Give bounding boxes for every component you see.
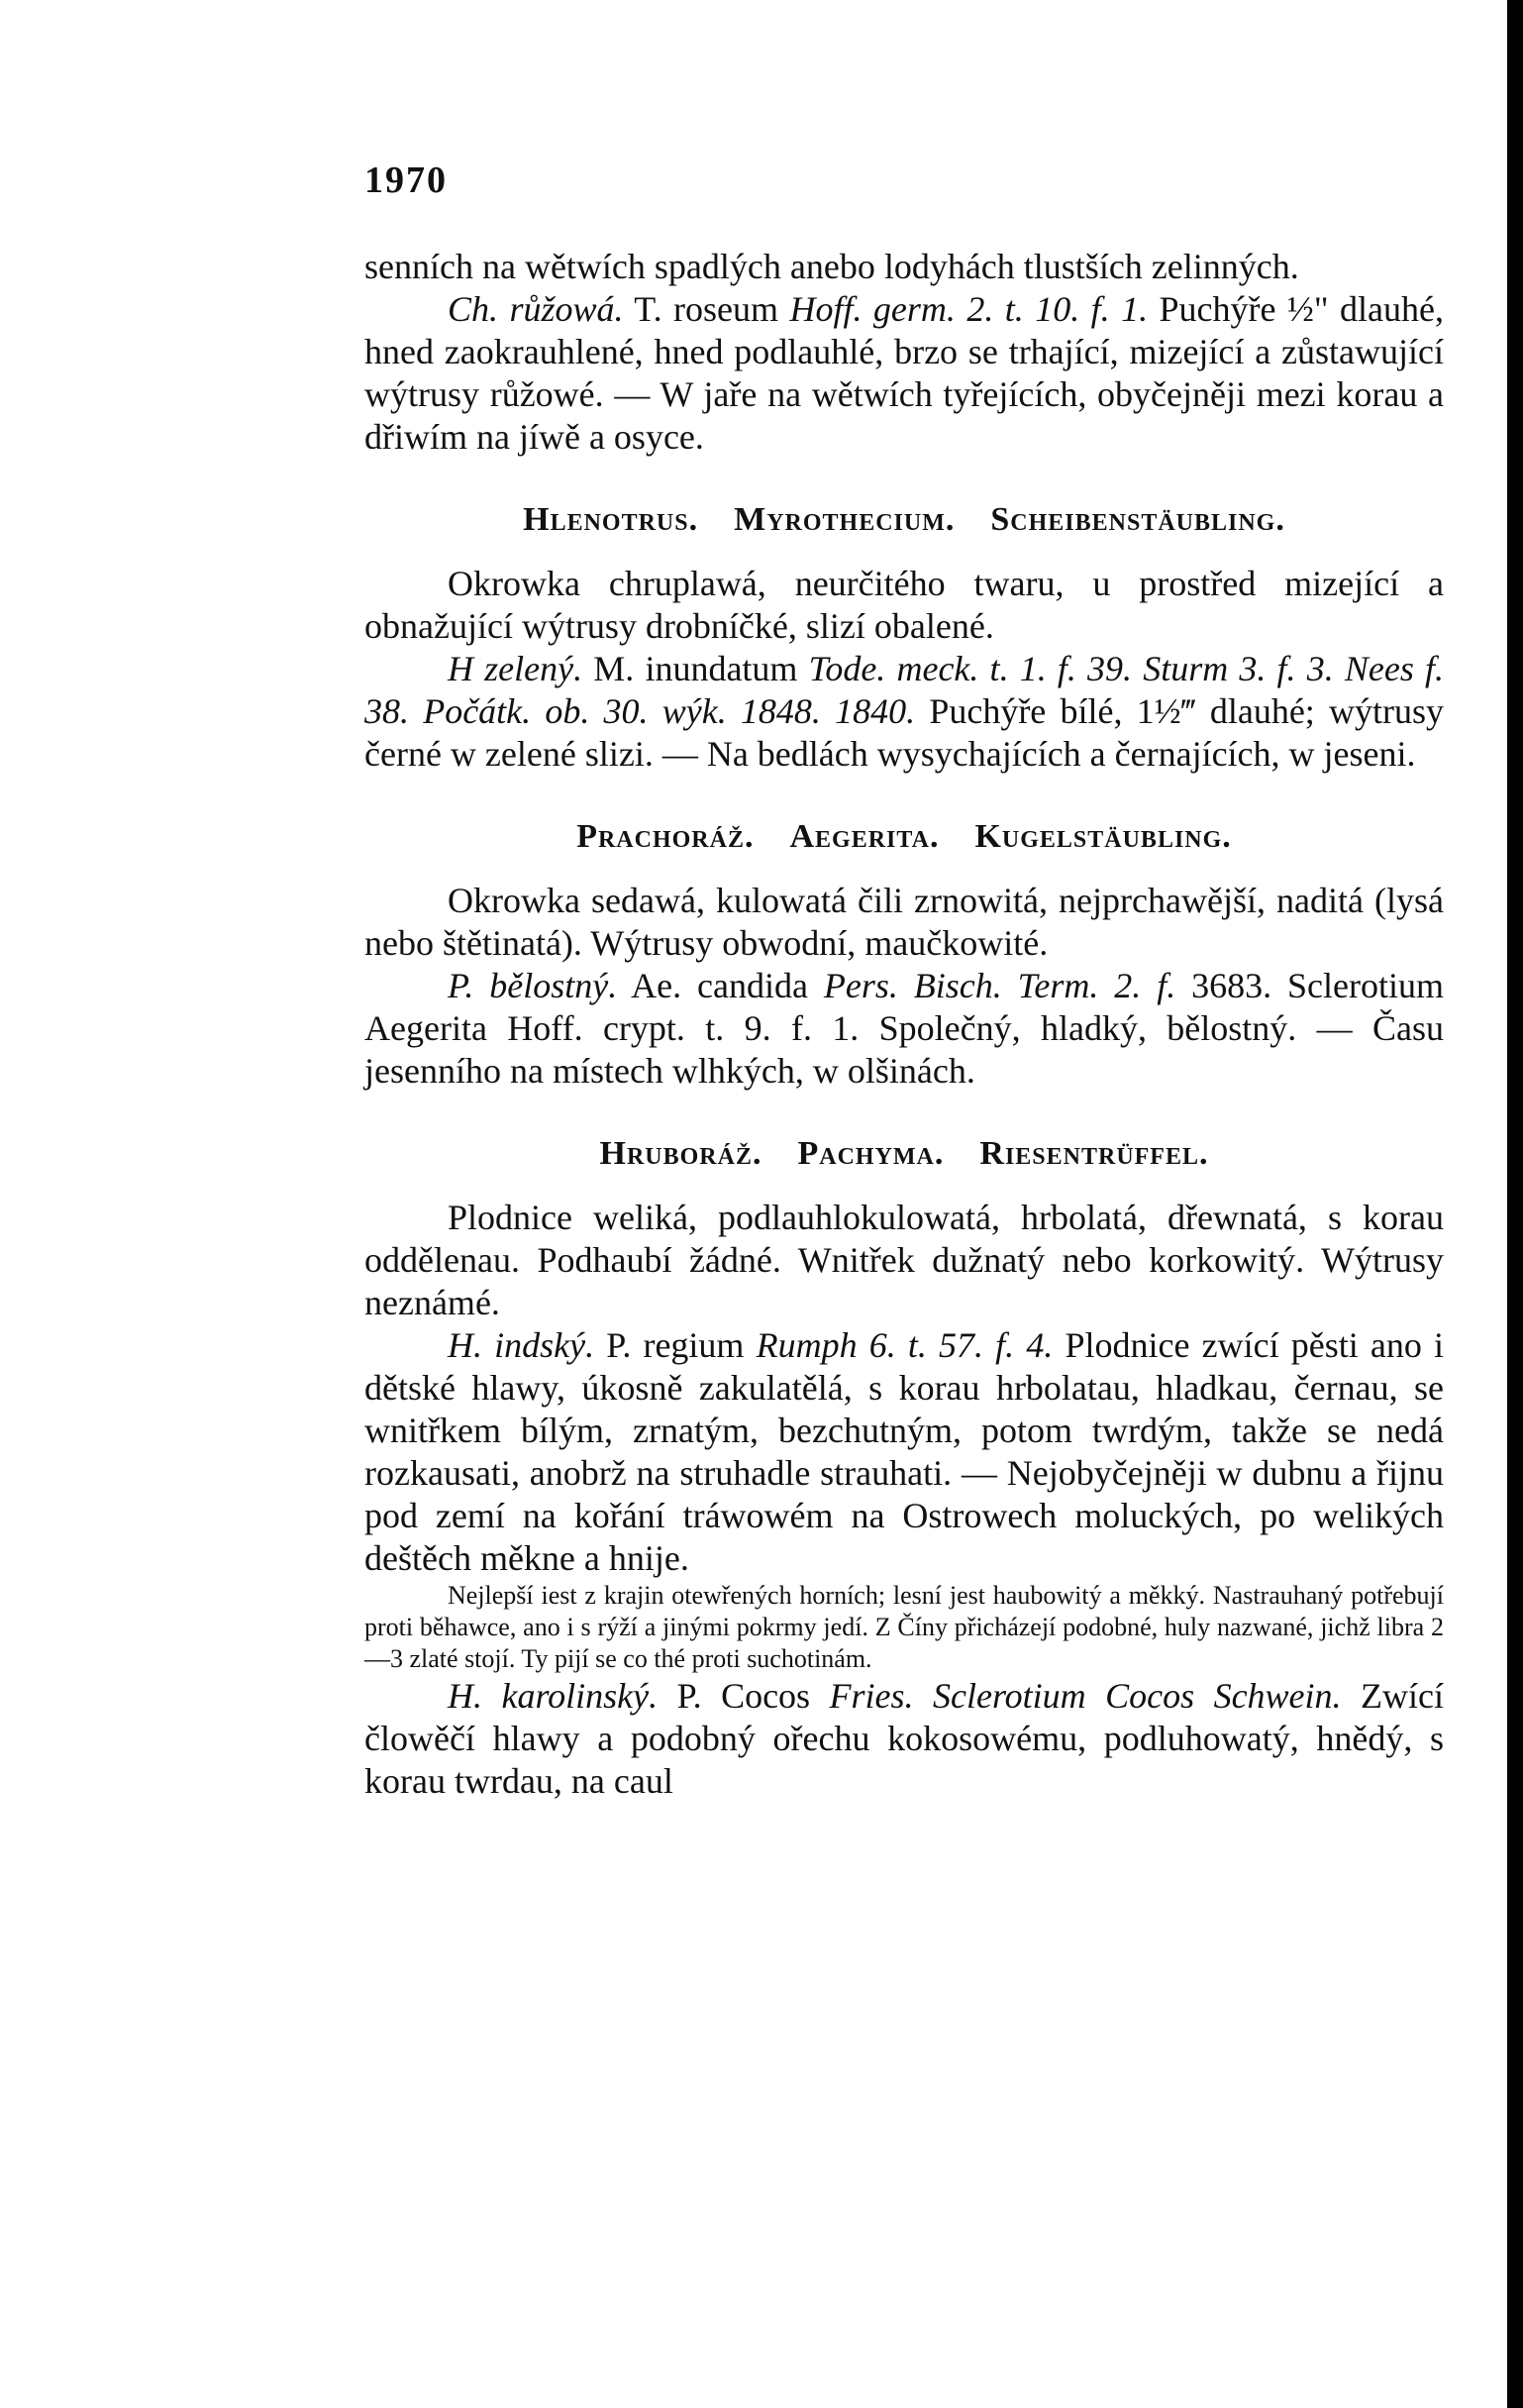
species-text: 3683. Sclerotium Aegerita Hoff. crypt. t. 9. f. 1. Společný, hladký, bělostný. — Času jesenního na místech wlhkých, w olšinách. bbox=[364, 966, 1444, 1091]
genus-heading-hruboraz bbox=[364, 1132, 1444, 1175]
entry-h-zeleny bbox=[364, 648, 1444, 776]
species-text: Zwící člowěčí hlawy a podobný ořechu kokosowému, podluhowatý, hnědý, s korau twrdau, na caul bbox=[364, 1676, 1444, 1801]
entry-ch-rozowa bbox=[364, 288, 1444, 459]
intro-text: senních na wětwích spadlých anebo lodyhách tlustších zelinných. bbox=[364, 247, 1299, 286]
heading-latin: Aegerita. bbox=[789, 818, 940, 855]
heading-czech: Hruboráž. bbox=[599, 1135, 762, 1172]
species-ref: Pers. Bisch. Term. 2. f. bbox=[823, 966, 1176, 1005]
heading-latin: Myrothecium. bbox=[734, 501, 956, 538]
page-body bbox=[364, 246, 1444, 1803]
entry-h-karolinsky bbox=[364, 1675, 1444, 1803]
species-text: Plodnice zwící pěsti ano i dětské hlawy, úkosně zakulatělá, s korau hrbolatau, hladkau, černau, se wnitřkem bílým, zrnatým, bezchutným, potom twrdým, takže se nedá rozkausati, anobrž na struhadle strauhati. — Nejobyčejněji w dubnu a řijnu pod zemí na kořání tráwowém na Ostrowech moluckých, po welikých deštěch měkne a hnije. bbox=[364, 1325, 1445, 1578]
species-latin: P. regium bbox=[606, 1325, 745, 1365]
heading-czech: Hlenotrus. bbox=[523, 501, 699, 538]
species-name: H zelený. bbox=[448, 649, 583, 688]
species-name: H. indský. bbox=[448, 1325, 595, 1365]
species-latin: P. Cocos bbox=[676, 1676, 811, 1716]
genus-heading-hlenotrus bbox=[364, 498, 1444, 541]
heading-german: Riesentrüffel. bbox=[979, 1135, 1209, 1172]
entry-h-indsky bbox=[364, 1324, 1444, 1580]
species-ref: Tode. meck. t. 1. f. 39. Sturm 3. f. 3. Nees f. 38. Počátk. ob. 30. wýk. 1848. 1840. bbox=[364, 649, 1445, 731]
genus-description: Okrowka chruplawá, neurčitého twaru, u prostřed mizející a obnažující wýtrusy drobníčké, slizí obalené. bbox=[364, 564, 1444, 646]
species-ref: Hoff. germ. 2. t. 10. f. 1. bbox=[789, 289, 1149, 329]
species-name: Ch. růžowá. bbox=[448, 289, 624, 329]
genus-description: Okrowka sedawá, kulowatá čili zrnowitá, nejprchawější, naditá (lysá nebo štětinatá). Wýtrusy obwodní, maučkowité. bbox=[364, 881, 1444, 963]
genus-description: Plodnice weliká, podlauhlokulowatá, hrbolatá, dřewnatá, s korau oddělenau. Podhaubí žádné. Wnitřek dužnatý nebo korkowitý. Wýtrusy neznámé. bbox=[364, 1198, 1444, 1322]
heading-latin: Pachyma. bbox=[797, 1135, 945, 1172]
small-note: Nejlepší iest z krajin otewřených horních; lesní jest haubowitý a měkký. Nastrauhaný potřebují proti běhawce, ano i s rýží a jinými pokrmy jedí. Z Číny přicházejí podobné, huly nazwané, jichž libra 2—3 zlaté stojí. Ty pijí se co thé proti suchotinám. bbox=[364, 1581, 1444, 1673]
species-name: P. bělostný. bbox=[448, 966, 618, 1005]
species-text: Puchýře bílé, 1½‴ dlauhé; wýtrusy černé w zelené slizi. — Na bedlách wysychajících a černajících, w jeseni. bbox=[364, 691, 1445, 774]
page-edge-shadow bbox=[1507, 0, 1523, 2408]
heading-german: Kugelstäubling. bbox=[974, 818, 1232, 855]
heading-czech: Prachoráž. bbox=[576, 818, 755, 855]
species-latin: M. inundatum bbox=[593, 649, 798, 688]
heading-german: Scheibenstäubling. bbox=[990, 501, 1285, 538]
page-number: 1970 bbox=[364, 159, 448, 201]
species-ref: Rumph 6. t. 57. f. 4. bbox=[756, 1325, 1054, 1365]
species-text: Puchýře ½" dlauhé, hned zaokrauhlené, hned podlauhlé, brzo se trhající, mizející a zůstawující wýtrusy růžowé. — W jaře na wětwích tyřejících, obyčejněji mezi korau a dřiwím na jíwě a osyce. bbox=[364, 289, 1445, 457]
genus-heading-prachoraz bbox=[364, 815, 1444, 858]
entry-p-belostny bbox=[364, 965, 1444, 1093]
species-name: H. karolinský. bbox=[448, 1676, 659, 1716]
species-ref: Fries. Sclerotium Cocos Schwein. bbox=[829, 1676, 1342, 1716]
species-latin: T. roseum bbox=[634, 289, 779, 329]
species-latin: Ae. candida bbox=[631, 966, 808, 1005]
